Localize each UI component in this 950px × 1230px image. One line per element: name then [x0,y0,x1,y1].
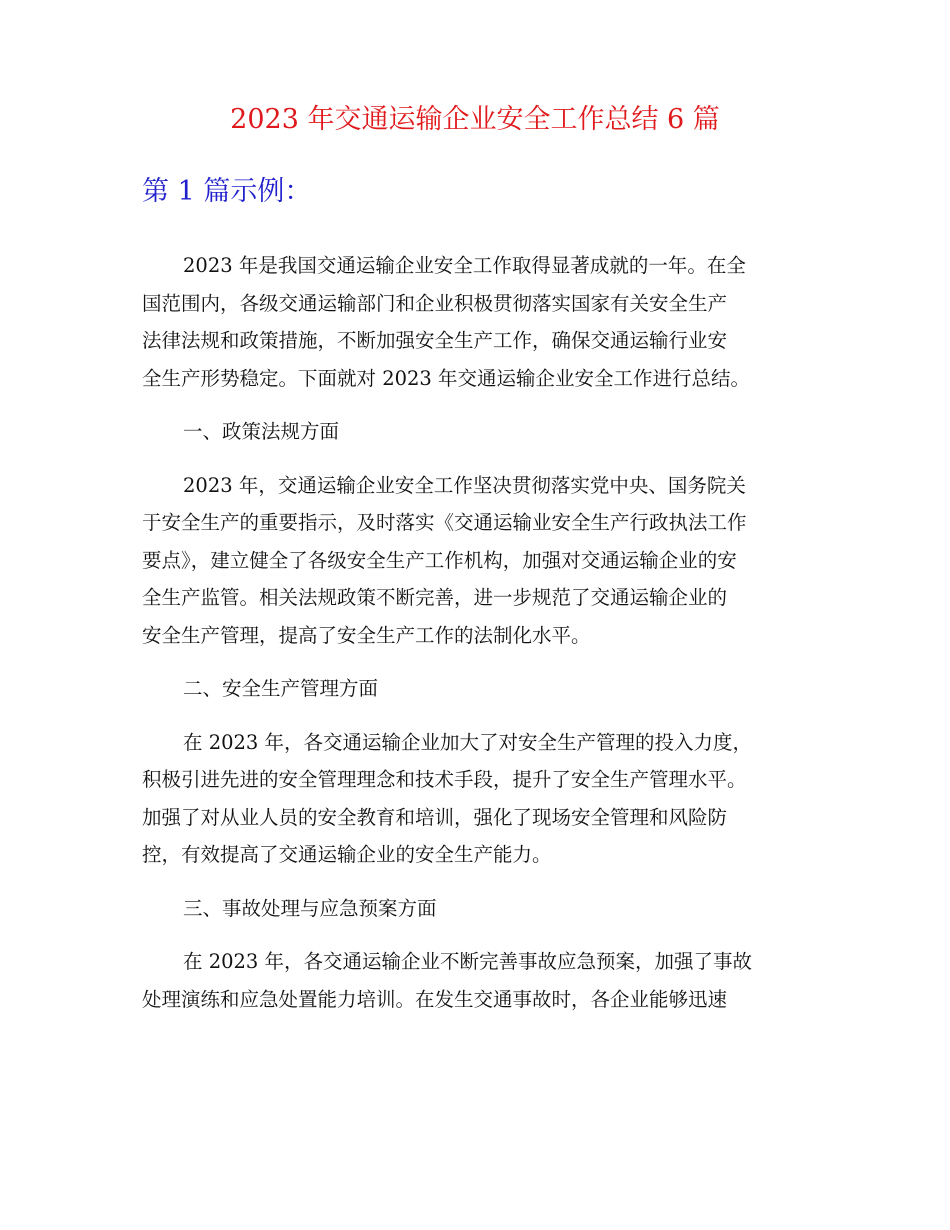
text-line: 处理演练和应急处置能力培训。在发生交通事故时，各企业能够迅速 [142,987,728,1011]
document-title: 2023 年交通运输企业安全工作总结 6 篇 [230,104,720,135]
text-line: 于安全生产的重要指示，及时落实《交通运输业安全生产行政执法工作 [142,511,747,534]
text-line: 国范围内，各级交通运输部门和企业积极贯彻落实国家有关安全生产 [142,291,728,315]
paragraph [142,724,832,874]
paragraph [142,247,832,397]
text-line: 控，有效提高了交通运输企业的安全生产能力。 [142,843,552,866]
subheading [142,670,832,708]
text-line: 全生产形势稳定。下面就对 2023 年交通运输企业安全工作进行总结。 [142,366,751,390]
text-line: 2023 年是我国交通运输企业安全工作取得显著成就的一年。在全 [183,254,746,277]
text-line: 在 2023 年，各交通运输企业加大了对安全生产管理的投入力度， [183,730,753,754]
text-line: 要点》，建立健全了各级安全生产工作机构，加强对交通运输企业的安 [142,548,737,572]
subheading [142,413,832,451]
paragraph [142,943,832,1018]
text-line: 在 2023 年，各交通运输企业不断完善事故应急预案，加强了事故 [183,950,753,973]
section-heading: 第 1 篇示例： [142,176,312,207]
text-line: 加强了对从业人员的安全教育和培训，强化了现场安全管理和风险防 [142,805,728,829]
text-line: 安全生产管理，提高了安全生产工作的法制化水平。 [142,623,591,647]
text-line: 2023 年，交通运输企业安全工作坚决贯彻落实党中央、国务院关 [183,473,746,497]
subheading [142,890,832,928]
text-line: 法律法规和政策措施，不断加强安全生产工作，确保交通运输行业安 [142,329,728,352]
paragraph [142,467,832,655]
text-line: 一、政策法规方面 [183,420,340,443]
text-line: 全生产监管。相关法规政策不断完善，进一步规范了交通运输企业的 [142,586,728,609]
text-line: 二、安全生产管理方面 [183,677,379,700]
text-line: 积极引进先进的安全管理理念和技术手段，提升了安全生产管理水平。 [142,768,747,791]
text-line: 三、事故处理与应急预案方面 [183,896,437,920]
document-body [142,247,832,1018]
